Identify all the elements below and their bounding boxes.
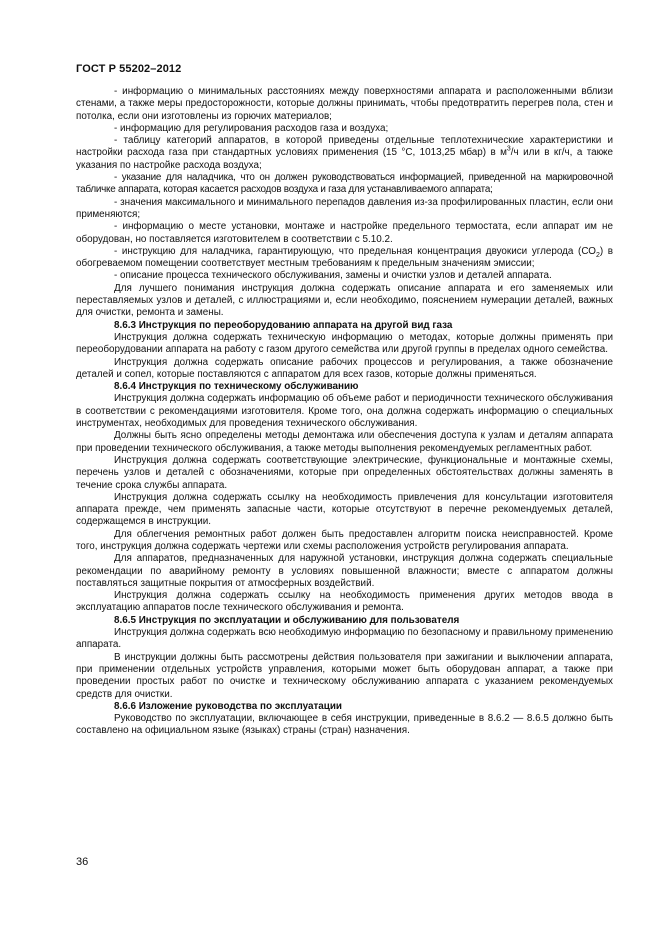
- paragraph-maintenance-description: - описание процесса технического обслуживания, замены и очистки узлов и деталей аппарата.: [114, 270, 552, 282]
- text-fragment: ) в обогреваемом помещении соответствует местным требованиям к предельным значениям эмиссии;: [76, 245, 614, 270]
- section-heading-8-6-5: 8.6.5 Инструкция по эксплуатации и обслуживанию для пользователя: [114, 614, 460, 626]
- paragraph-user-info: Инструкция должна содержать всю необходимую информацию по безопасному и правильному применению аппарата.: [76, 627, 613, 651]
- paragraph-language: Руководство по эксплуатации, включающее в себя инструкции, приведенные в 8.6.2 — 8.6.5 должно быть составлено на официальном языке (языках) страны (стран) назначения.: [76, 713, 613, 737]
- paragraph-recommissioning: Инструкция должна содержать ссылку на необходимость применения других методов ввода в эксплуатацию аппаратов после технического обслуживания и ремонта.: [76, 590, 613, 614]
- page-number: 36: [76, 856, 89, 868]
- superscript: 3: [506, 146, 511, 154]
- paragraph-co2-limit: [76, 246, 613, 271]
- paragraph-troubleshooting: Для облегчения ремонтных работ должен быть предоставлен алгоритм поиска неисправностей. Кроме того, инструкция должна содержать чертежи или схемы расположения устройств регулирования аппарата.: [76, 528, 613, 552]
- paragraph-user-actions: В инструкции должны быть рассмотрены действия пользователя при зажигании и выключении аппарата, при применении отдельных устройств управления, которыми может быть оборудован аппарат, а также при проведении простых работ по очистке и техническому обслуживанию аппарата с указанием рекомендуемых средств для очистки.: [76, 651, 613, 700]
- paragraph-min-distances: - информацию о минимальных расстояниях между поверхностями аппарата и расположенными вблизи стенами, а также меры предосторожности, которые должны принимать, чтобы предотвратить перегрев пола, стен и потолка, если они изготовлены из горючих материалов;: [76, 86, 613, 122]
- standard-header: ГОСТ Р 55202–2012: [76, 63, 182, 75]
- paragraph-gas-air-regulation: - информацию для регулирования расходов газа и воздуха;: [114, 122, 389, 134]
- text-fragment: - таблицу категорий аппаратов, в которой приведены отдельные теплотехнические характеристики и настройки расхода газа при стандартных условиях применения (15 °С, 1013,25 мбар) в м: [76, 135, 613, 159]
- paragraph-illustrations: Для лучшего понимания инструкция должна содержать описание аппарата и его заменяемых или переставляемых узлов и деталей, с иллюстрациями и, если необходимо, пояснением нумерации деталей, важных для очистки, ремонта и замены.: [76, 282, 613, 319]
- paragraph-pressure-drops: - значения максимального и минимального перепадов давления из-за профилированных пластин, если они применяются;: [76, 196, 613, 220]
- paragraph-installer-note: - указание для наладчика, что он должен руководствоваться информацией, приведенной на маркировочной табличке аппарата, которая касается расходов воздуха и газа для устанавливаемого аппарата;: [76, 172, 613, 196]
- paragraph-conversion-parts: Инструкция должна содержать описание рабочих процессов и регулирования, а также обозначение деталей и сопел, которые поставляются с аппаратом для всех газов, которые должны применяться.: [76, 356, 613, 380]
- subscript: 2: [595, 251, 600, 259]
- paragraph-schematics: Инструкция должна содержать соответствующие электрические, функциональные и монтажные схемы, перечень узлов и деталей с обозначениями, которые при определенных обстоятельствах должны заменять в течение срока службы аппарата.: [76, 454, 613, 491]
- text-fragment: - инструкцию для наладчика, гарантирующую, что предельная концентрация двуокиси углерода (СО: [114, 245, 596, 257]
- paragraph-conversion-methods: Инструкция должна содержать техническую информацию о методах, которые должны применять при переоборудовании аппарата на работу с газом другого семейства или другой группы в пределах одного семейства.: [76, 331, 613, 356]
- section-heading-8-6-4: 8.6.4 Инструкция по техническому обслуживанию: [114, 381, 359, 393]
- document-body: [76, 86, 613, 738]
- paragraph-spare-parts: Инструкция должна содержать ссылку на необходимость привлечения для консультации изготовителя аппарата прежде, чем применять запасные части, которые отсутствуют в перечне рекомендуемых деталей, содержащемся в инструкции.: [76, 491, 613, 528]
- paragraph-outdoor-units: Для аппаратов, предназначенных для наружной установки, инструкция должна содержать специальные рекомендации по аварийному ремонту в условиях повышенной влажности; вместе с аппаратом должны поставляться защитные покрытия от атмосферных воздействий.: [76, 553, 613, 589]
- section-heading-8-6-6: 8.6.6 Изложение руководства по эксплуатации: [114, 700, 342, 712]
- text-fragment: /ч или в кг/ч, а также указания по настройке расхода воздуха;: [76, 147, 614, 171]
- paragraph-category-table: [76, 135, 613, 172]
- paragraph-maintenance-scope: Инструкция должна содержать информацию об объеме работ и периодичности технического обслуживания в соответствии с рекомендациями изготовителя. Кроме того, она должна содержать информацию о специальных инструментах, необходимых для проведения технического обслуживания.: [76, 393, 613, 430]
- section-heading-8-6-3: 8.6.3 Инструкция по переоборудованию аппарата на другой вид газа: [114, 319, 453, 331]
- paragraph-thermostat: - информацию о месте установки, монтаже и настройке предельного термостата, если аппарат им не оборудован, но поставляется изготовителем в соответствии с 5.10.2.: [76, 221, 613, 245]
- paragraph-dismantling: Должны быть ясно определены методы демонтажа или обеспечения доступа к узлам и деталям аппарата при проведении технического обслуживания, а также методы выполнения рекомендуемых регламентных работ.: [76, 430, 613, 454]
